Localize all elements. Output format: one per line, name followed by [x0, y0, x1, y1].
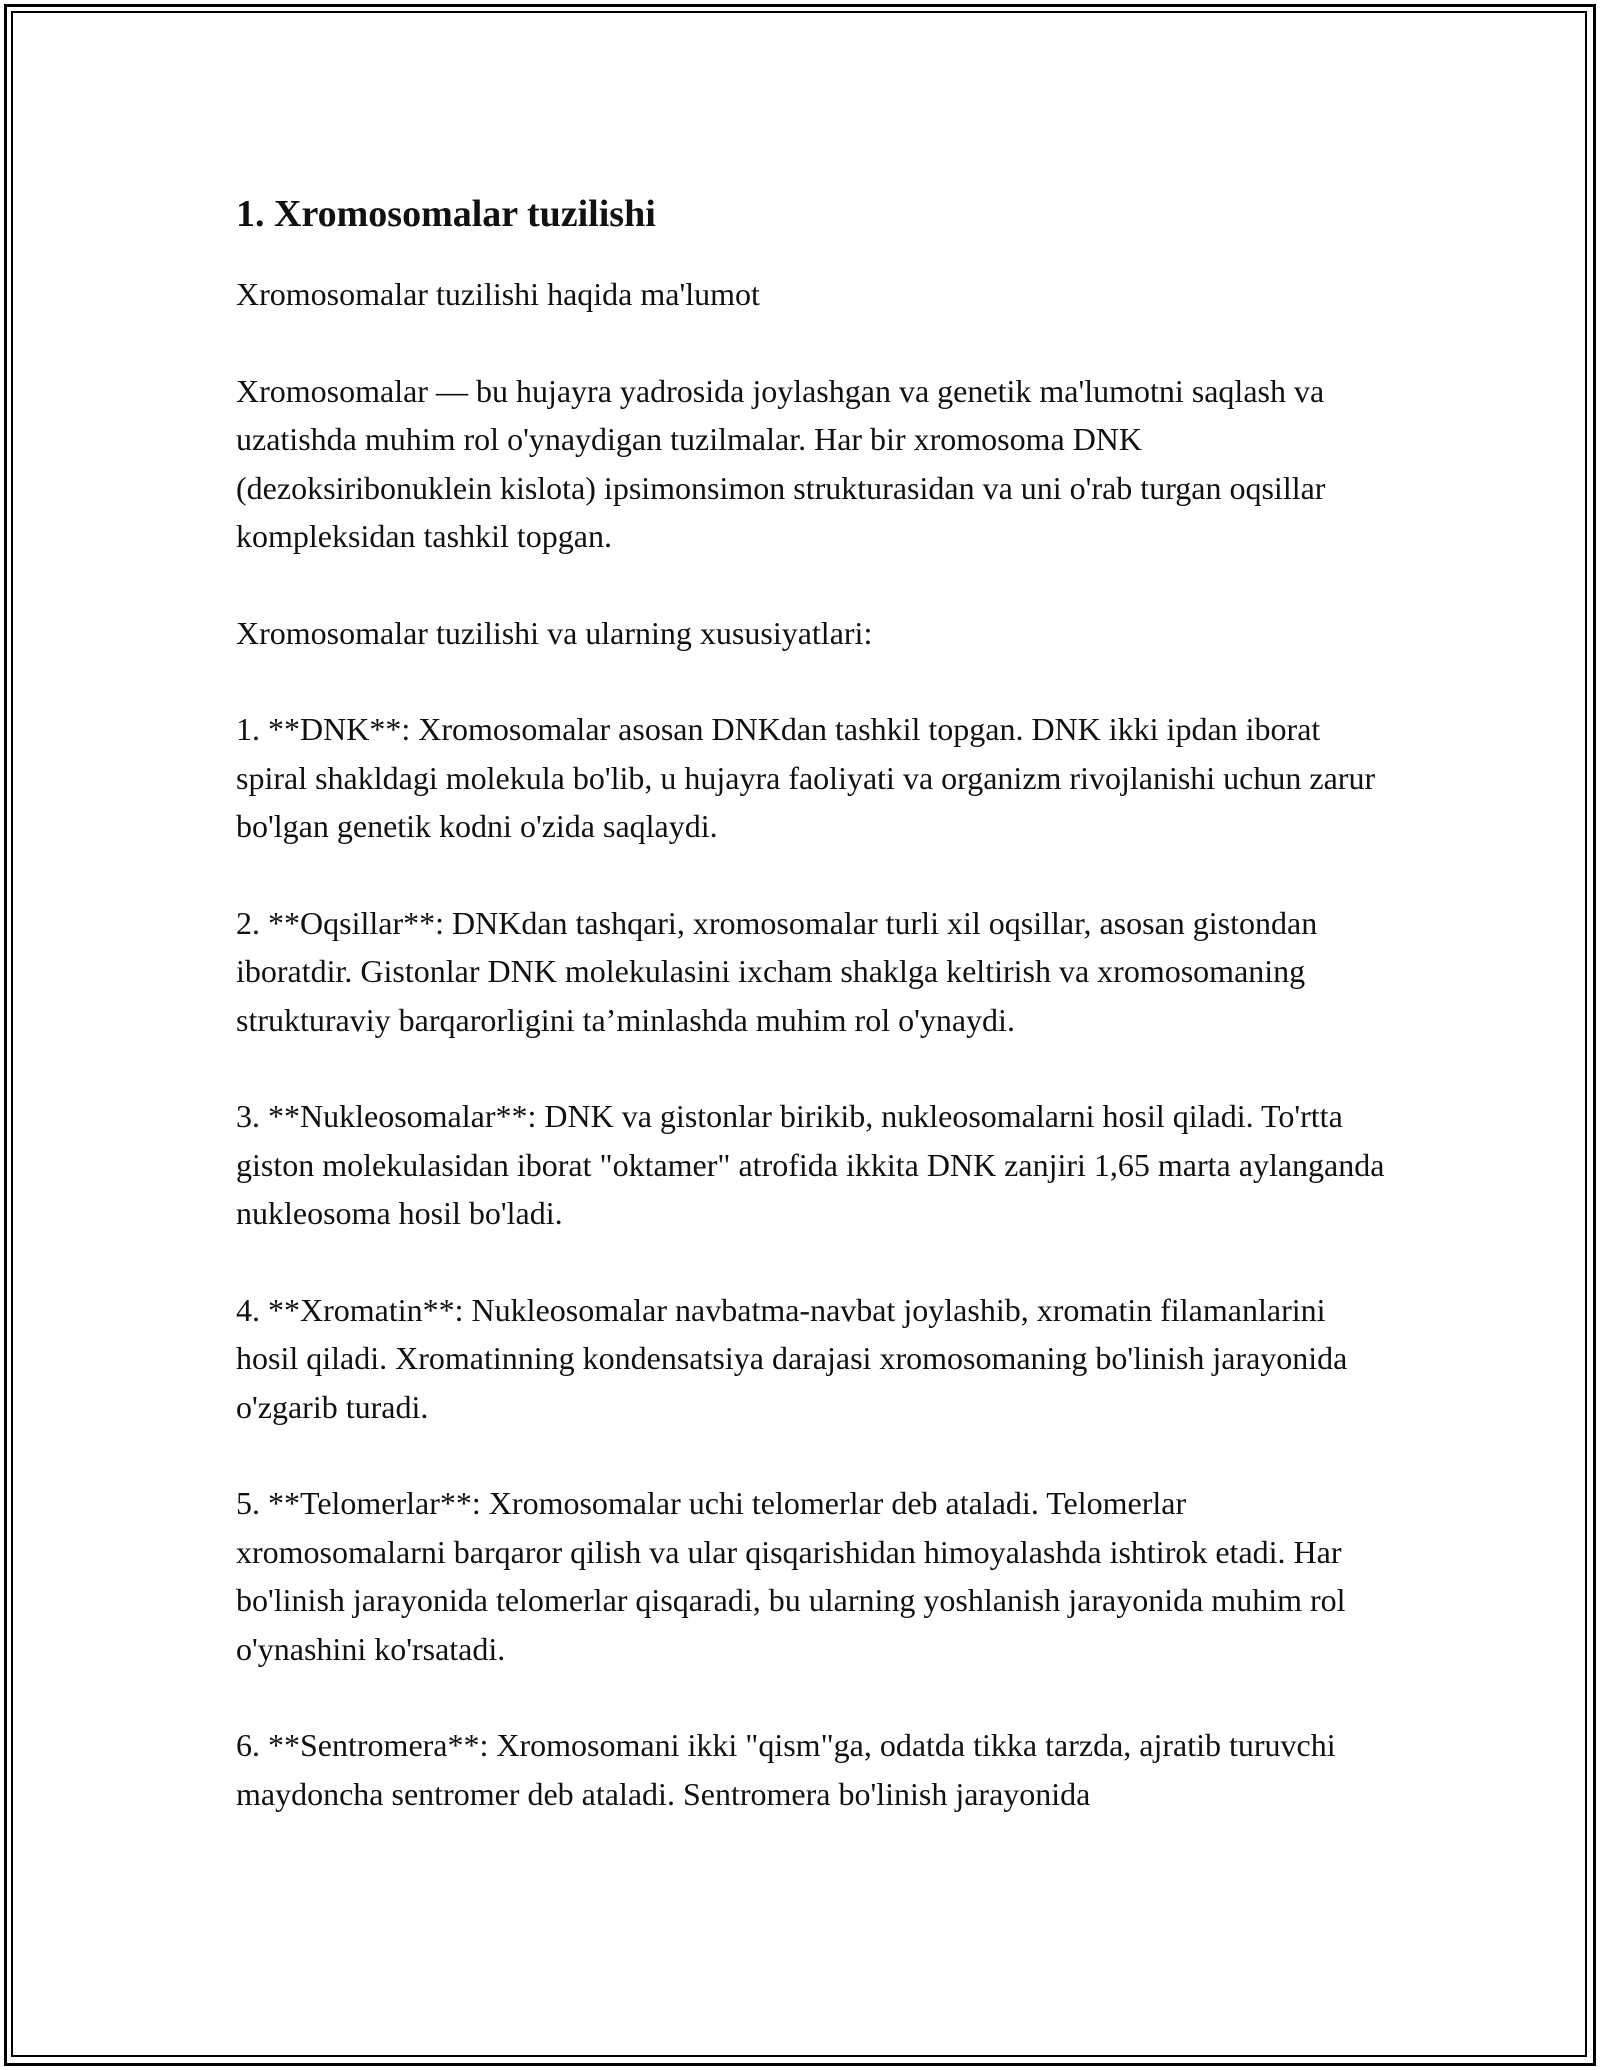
list-item-telomerlar: 5. **Telomerlar**: Xromosomalar uchi telomerlar deb ataladi. Telomerlar xromosomalarni barqaror qilish va ular qisqarishidan himoyalashda ishtirok etadi. Har bo'linish jarayonida telomerlar qisqaradi, bu ularning yoshlanish jarayonida muhim rol o'ynashini ko'rsatadi.	[236, 1485, 1346, 1667]
list-item-xromatin: 4. **Xromatin**: Nukleosomalar navbatma-navbat joylashib, xromatin filamanlarini hosil qiladi. Xromatinning kondensatsiya darajasi xromosomaning bo'linish jarayonida o'zgarib turadi.	[236, 1291, 1348, 1425]
intro-paragraph: Xromosomalar — bu hujayra yadrosida joylashgan va genetik ma'lumotni saqlash va uzatishda muhim rol o'ynaydigan tuzilmalar. Har bir xromosoma DNK (dezoksiribonuklein kislota) ipsimonsimon strukturasidan va uni o'rab turgan oqsillar kompleksidan tashkil topgan.	[236, 372, 1326, 554]
document-subtitle: Xromosomalar tuzilishi haqida ma'lumot	[236, 276, 760, 312]
list-heading: Xromosomalar tuzilishi va ularning xususiyatlari:	[236, 614, 873, 651]
list-item-sentromera: 6. **Sentromera**: Xromosomani ikki "qism"ga, odatda tikka tarzda, ajratib turuvchi maydoncha sentromer deb ataladi. Sentromera bo'linish jarayonida	[236, 1727, 1336, 1812]
list-item-oqsillar: 2. **Oqsillar**: DNKdan tashqari, xromosomalar turli xil oqsillar, asosan gistondan iboratdir. Gistonlar DNK molekulasini ixcham shaklga keltirish va xromosomaning strukturaviy barqarorligini ta’minlashda muhim rol o'ynaydi.	[236, 904, 1318, 1038]
list-item-nukleosomalar: 3. **Nukleosomalar**: DNK va gistonlar birikib, nukleosomalarni hosil qiladi. To'rtta giston molekulasidan iborat "oktamer" atrofida ikkita DNK zanjiri 1,65 marta aylanganda nukleosoma hosil bo'ladi.	[236, 1098, 1385, 1231]
list-item-dnk: 1. **DNK**: Xromosomalar asosan DNKdan tashkil topgan. DNK ikki ipdan iborat spiral shakldagi molekula bo'lib, u hujayra faoliyati va organizm rivojlanishi uchun zarur bo'lgan genetik kodni o'zida saqlaydi.	[236, 711, 1376, 844]
document-title: 1. Xromosomalar tuzilishi	[236, 193, 656, 235]
document-body	[236, 188, 1386, 1818]
